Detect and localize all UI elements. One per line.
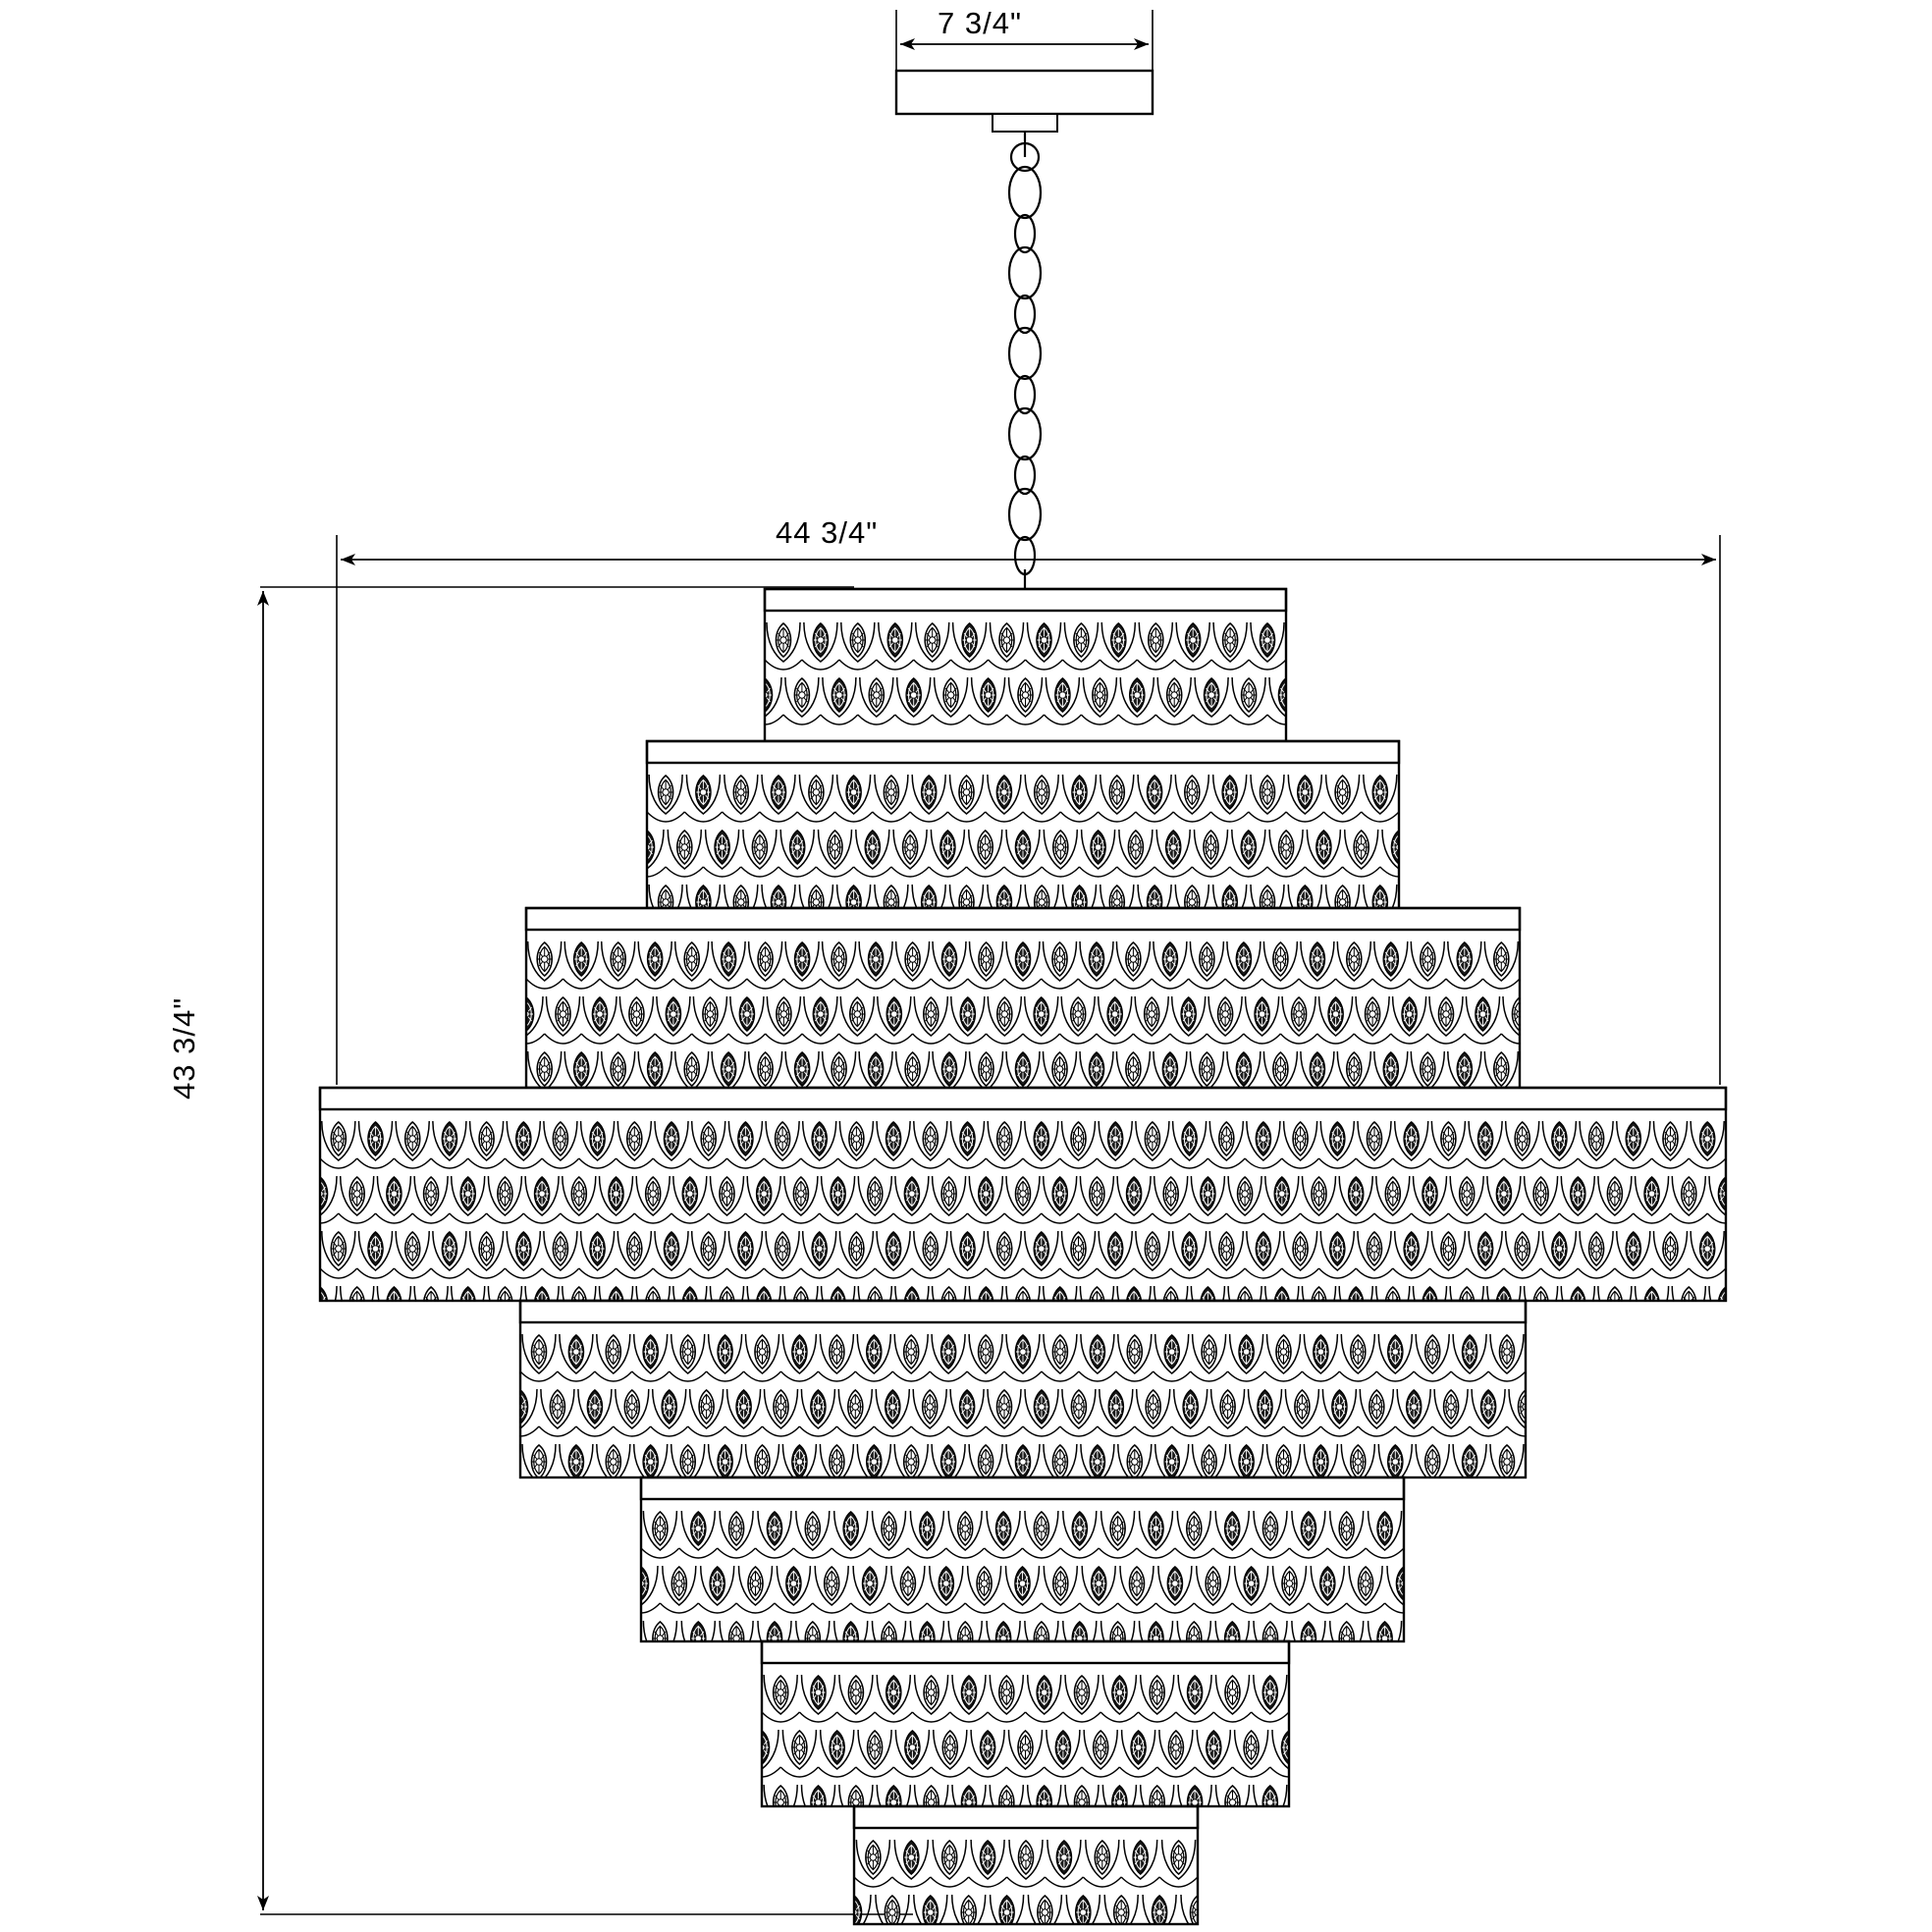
canopy-width-label: 7 3/4" — [938, 6, 1022, 40]
canopy — [896, 71, 1153, 132]
chandelier-body — [283, 589, 1818, 1932]
tier-7 — [724, 1641, 1383, 1832]
overall-width-label: 44 3/4" — [776, 515, 879, 550]
tier-3 — [490, 908, 1612, 1099]
tier-8 — [816, 1806, 1293, 1932]
overall-height-label: 43 3/4" — [167, 996, 201, 1100]
tier-5 — [483, 1301, 1619, 1491]
tier-2 — [610, 741, 1493, 932]
tier-4 — [283, 1088, 1818, 1333]
tier-1 — [727, 589, 1379, 741]
overall-width-dimension — [337, 535, 1720, 1085]
tier-6 — [603, 1477, 1499, 1668]
canopy-dimension — [896, 10, 1153, 79]
chain — [1009, 132, 1041, 593]
